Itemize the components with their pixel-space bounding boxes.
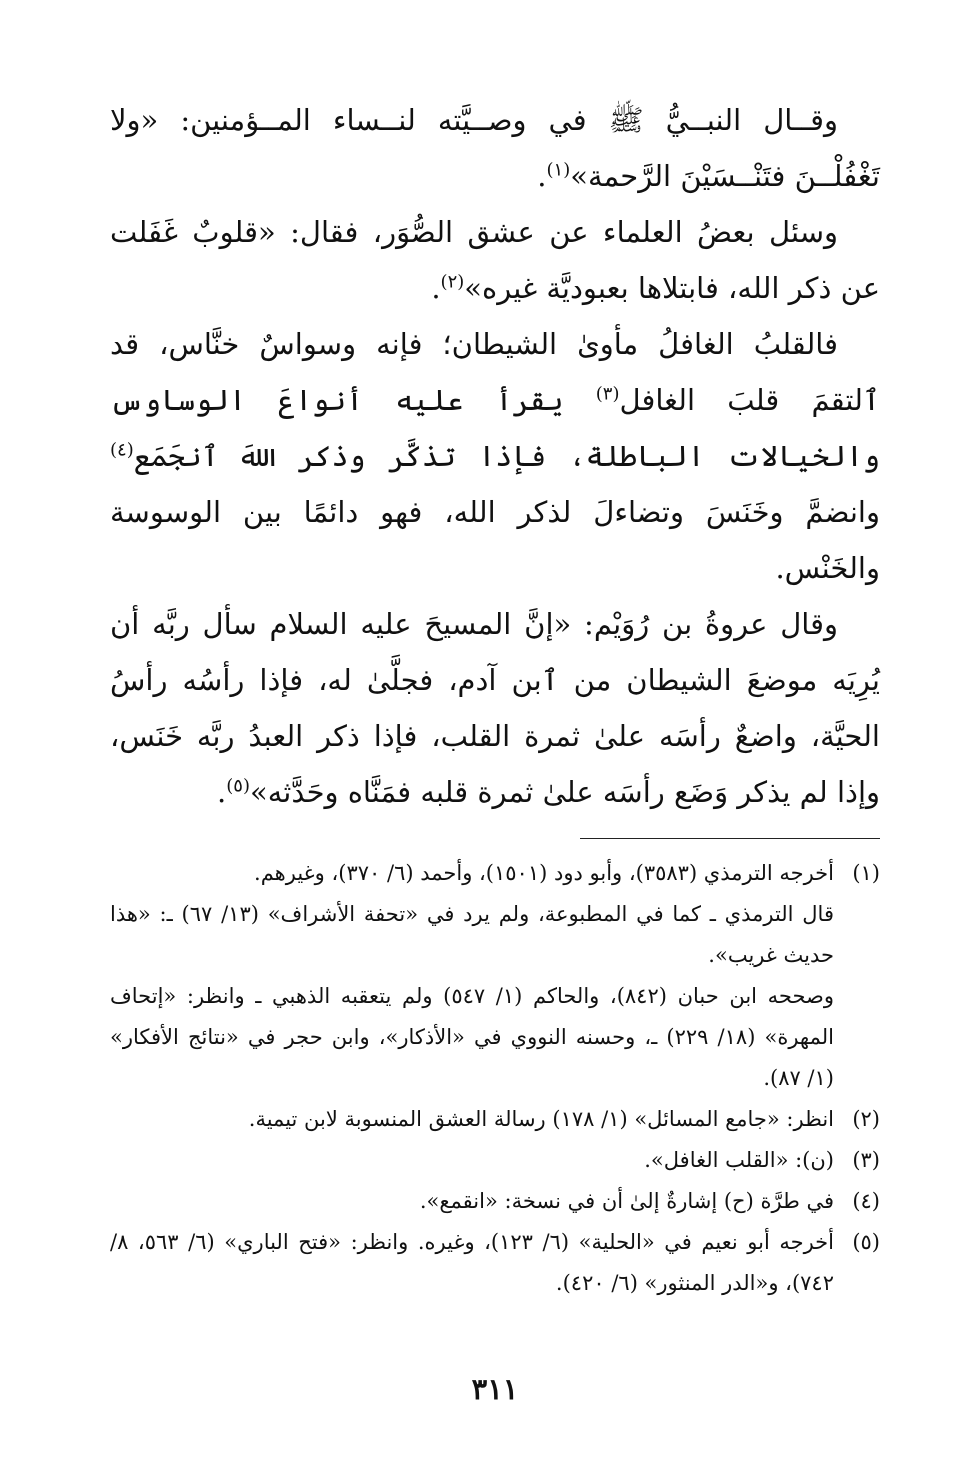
footnote-line: انظر: «جامع المسائل» (١/ ١٧٨) رسالة العشق المنسوبة لابن تيمية. — [248, 1107, 834, 1131]
page-number: ٣١١ — [471, 1372, 519, 1406]
main-text — [110, 92, 880, 820]
footnote-number: (٥) — [852, 1230, 880, 1254]
footnote-line: أخرجه أبو نعيم في «الحلية» (٦/ ١٢٣)، وغيره. وانظر: «فتح الباري» (٦/ ٥٦٣، ٨/ ٧٤٢)، و«الدر المنثور» (٦/ ٤٢٠). — [110, 1230, 834, 1295]
paragraph-4 — [110, 596, 880, 820]
footnote-2 — [110, 1099, 880, 1140]
footnote-body — [110, 1099, 834, 1140]
period: . — [217, 775, 227, 809]
paragraph-1-text: وقــال النبــيُّ ﷺ في وصــيَّته لنــساء المــؤمنين: «ولا تَغْفُلْــنَ فتَنْــسَيْنَ الرَّحمة» — [110, 103, 880, 193]
footnote-line: قال الترمذي ـ كما في المطبوعة، ولم يرد في «تحفة الأشراف» (١٣/ ٦٧) ـ: «هذا حديث غريب». — [110, 902, 834, 967]
footnote-ref-5: (٥) — [226, 775, 250, 797]
footnote-line: وصححه ابن حبان (٨٤٢)، والحاكم (١/ ٥٤٧) ولم يتعقبه الذهبي ـ وانظر: «إتحاف المهرة» (١٨/ ٢٢٩) ـ، وحسنه النووي في «الأذكار»، وابن حجر في «نتائج الأفكار» (١/ ٨٧). — [110, 984, 834, 1090]
period: . — [431, 271, 441, 305]
footnote-3 — [110, 1140, 880, 1181]
footnote-ref-4: (٤) — [110, 439, 134, 461]
footnote-line: (ن): «القلب الغافل». — [644, 1148, 834, 1172]
footnote-body — [110, 1222, 834, 1304]
paragraph-2-text: وسئل بعضُ العلماء عن عشق الصُّوَر، فقال: «قلوبٌ غَفَلت عن ذكر الله، فابتلاها بعبوديَّة غيره» — [110, 215, 880, 305]
footnote-number: (٢) — [852, 1107, 880, 1131]
footnote-divider — [580, 838, 880, 839]
footnote-5 — [110, 1222, 880, 1304]
footnote-body — [110, 1181, 834, 1222]
footnote-ref-3: (٣) — [595, 383, 620, 405]
paragraph-4-text: وقال عروةُ بن رُوَيْم: «إنَّ المسيحَ عليه السلام سأل ربَّه أن يُرِيَه موضعَ الشيطان من ٱبن آدم، فجلَّىٰ له، فإذا رأسُه رأسُ الحيَّة، واضعٌ رأسَه علىٰ ثمرة القلب، فإذا ذكر العبدُ ربَّه خَنَس، وإذا لم يذكر وَضَع رأسَه علىٰ ثمرة قلبه فمَنَّاه وحَدَّثه» — [110, 607, 880, 809]
footnote-number: (٤) — [852, 1189, 880, 1213]
paragraph-3-text-a: فالقلبُ الغافلُ مأوىٰ الشيطان؛ فإنه وسواسٌ خنَّاس، قد ٱلتقمَ قلبَ الغافل — [110, 327, 880, 417]
paragraph-3-text-c: وانضمَّ وخَنَسَ وتضاءلَ لذكر الله، فهو دائمًا بين الوسوسة والخَنْس. — [110, 495, 880, 585]
footnote-line: في طرَّة (ح) إشارةٌ إلىٰ أن في نسخة: «انقمع». — [419, 1189, 834, 1213]
footnote-number: (١) — [852, 861, 880, 885]
paragraph-1 — [110, 92, 880, 204]
footnote-body — [110, 853, 834, 1099]
footnote-number: (٣) — [852, 1148, 880, 1172]
period: . — [537, 159, 547, 193]
footnote-line: أخرجه الترمذي (٣٥٨٣)، وأبو دود (١٥٠١)، وأحمد (٦/ ٣٧٠)، وغيرهم. — [254, 861, 834, 885]
footnote-ref-1: (١) — [546, 159, 571, 181]
footnote-1 — [110, 853, 880, 1099]
document-page — [110, 92, 880, 1452]
footnotes — [110, 853, 880, 1304]
paragraph-2 — [110, 204, 880, 316]
paragraph-3 — [110, 316, 880, 596]
paragraph-3-text-b: يقرأ عليه أنواعَ الوساوس والخيالات الباطلة، فإذا تذكَّر وذكر اللهَ ٱنجَمَع — [110, 383, 880, 473]
footnote-4 — [110, 1181, 880, 1222]
footnote-ref-2: (٢) — [440, 271, 465, 293]
footnote-body — [110, 1140, 834, 1181]
